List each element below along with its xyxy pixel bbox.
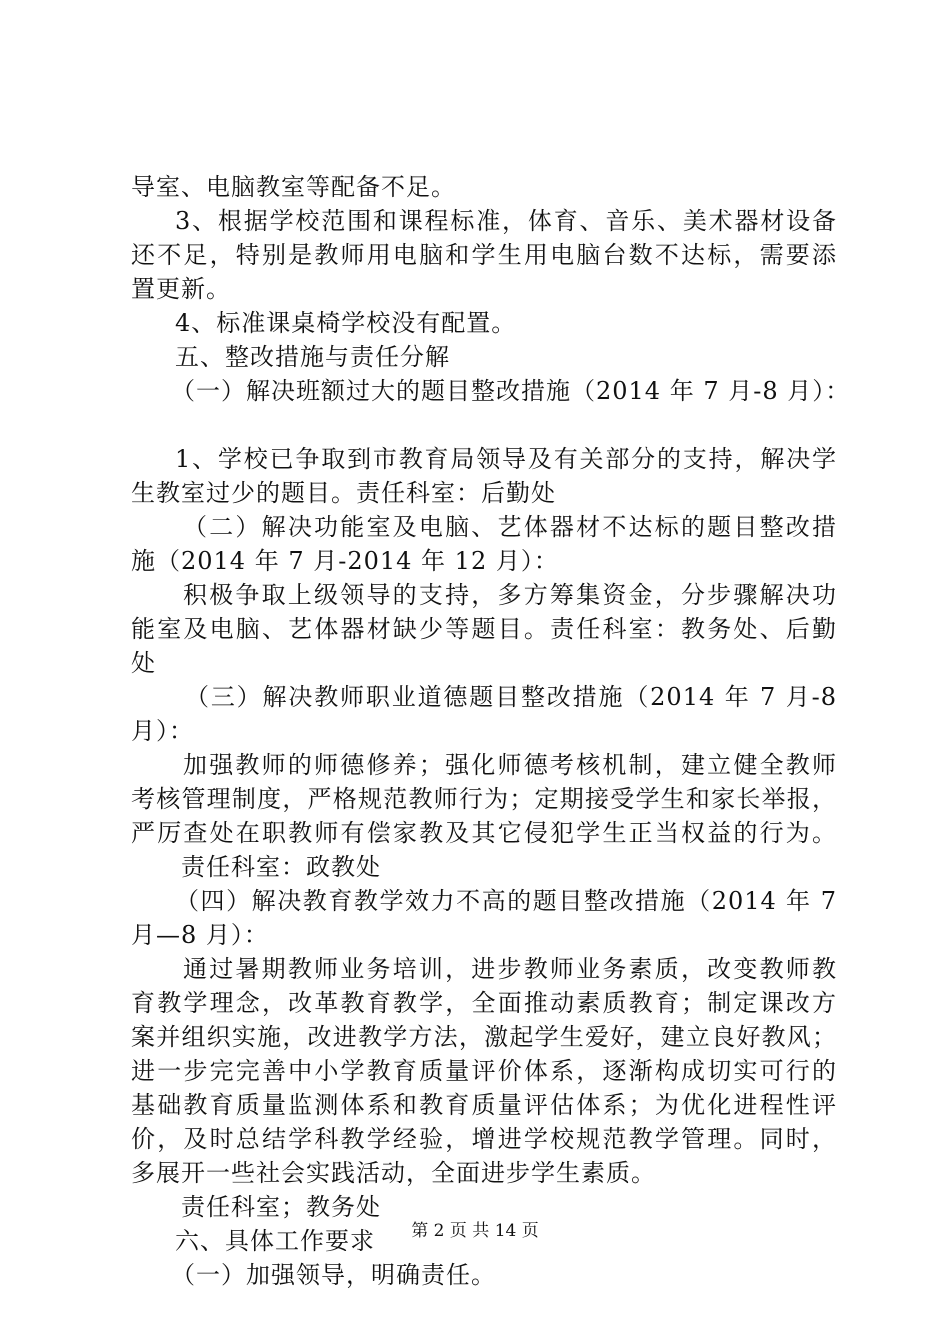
text-line: 月）： bbox=[131, 717, 194, 745]
text-line: （二）解决功能室及电脑、艺体器材不达标的题目整改措 bbox=[183, 513, 837, 541]
page-footer: 第 2 页 共 14 页 bbox=[411, 1221, 539, 1241]
text-line: （四）解决教育教学效力不高的题目整改措施（2014 年 7 bbox=[175, 887, 837, 915]
text-line: 导室、电脑教室等配备不足。 bbox=[131, 173, 456, 201]
text-line: 进一步完完善中小学教育质量评价体系，逐渐构成切实可行的 bbox=[131, 1057, 837, 1085]
text-line: 3、根据学校范围和课程标准，体育、音乐、美术器材设备 bbox=[175, 207, 837, 235]
text-line: 1、学校已争取到市教育局领导及有关部分的支持，解决学 bbox=[175, 445, 837, 473]
text-line: 置更新。 bbox=[131, 275, 231, 303]
text-line: 处 bbox=[131, 649, 156, 677]
text-line: 案并组织实施，改进教学方法，激起学生爱好，建立良好教风； bbox=[131, 1023, 837, 1051]
text-line: （一）加强领导，明确责任。 bbox=[171, 1261, 496, 1289]
text-line: 还不足，特别是教师用电脑和学生用电脑台数不达标，需要添 bbox=[131, 241, 837, 269]
text-line: 加强教师的师德修养；强化师德考核机制，建立健全教师 bbox=[183, 751, 837, 779]
text-line: 生教室过少的题目。责任科室：后勤处 bbox=[131, 479, 556, 507]
text-line: 通过暑期教师业务培训，进步教师业务素质，改变教师教 bbox=[183, 955, 837, 983]
text-line: 育教学理念，改革教育教学，全面推动素质教育；制定课改方 bbox=[131, 989, 837, 1017]
text-line: （一）解决班额过大的题目整改措施（2014 年 7 月-8 月）： bbox=[171, 377, 851, 405]
text-line: 严厉查处在职教师有偿家教及其它侵犯学生正当权益的行为。 bbox=[131, 819, 837, 847]
text-line: 月—8 月）： bbox=[131, 921, 269, 949]
text-line: 基础教育质量监测体系和教育质量评估体系；为优化进程性评 bbox=[131, 1091, 837, 1119]
text-line: 多展开一些社会实践活动，全面进步学生素质。 bbox=[131, 1159, 656, 1187]
text-line: 价，及时总结学科教学经验，增进学校规范教学管理。同时， bbox=[131, 1125, 837, 1153]
blank-line bbox=[131, 408, 837, 442]
text-line: 责任科室：政教处 bbox=[181, 853, 381, 881]
text-line: （三）解决教师职业道德题目整改措施（2014 年 7 月-8 bbox=[185, 683, 837, 711]
text-line: 责任科室；教务处 bbox=[181, 1193, 381, 1221]
text-line: 能室及电脑、艺体器材缺少等题目。责任科室：教务处、后勤 bbox=[131, 615, 837, 643]
text-line: 六、具体工作要求 bbox=[175, 1227, 375, 1255]
text-line: 考核管理制度，严格规范教师行为；定期接受学生和家长举报， bbox=[131, 785, 837, 813]
text-line: 五、整改措施与责任分解 bbox=[175, 343, 450, 371]
document-body bbox=[131, 170, 851, 1292]
text-line: 施（2014 年 7 月-2014 年 12 月）： bbox=[131, 547, 559, 575]
text-line: 积极争取上级领导的支持，多方筹集资金，分步骤解决功 bbox=[183, 581, 837, 609]
text-line: 4、标准课桌椅学校没有配置。 bbox=[175, 309, 517, 337]
